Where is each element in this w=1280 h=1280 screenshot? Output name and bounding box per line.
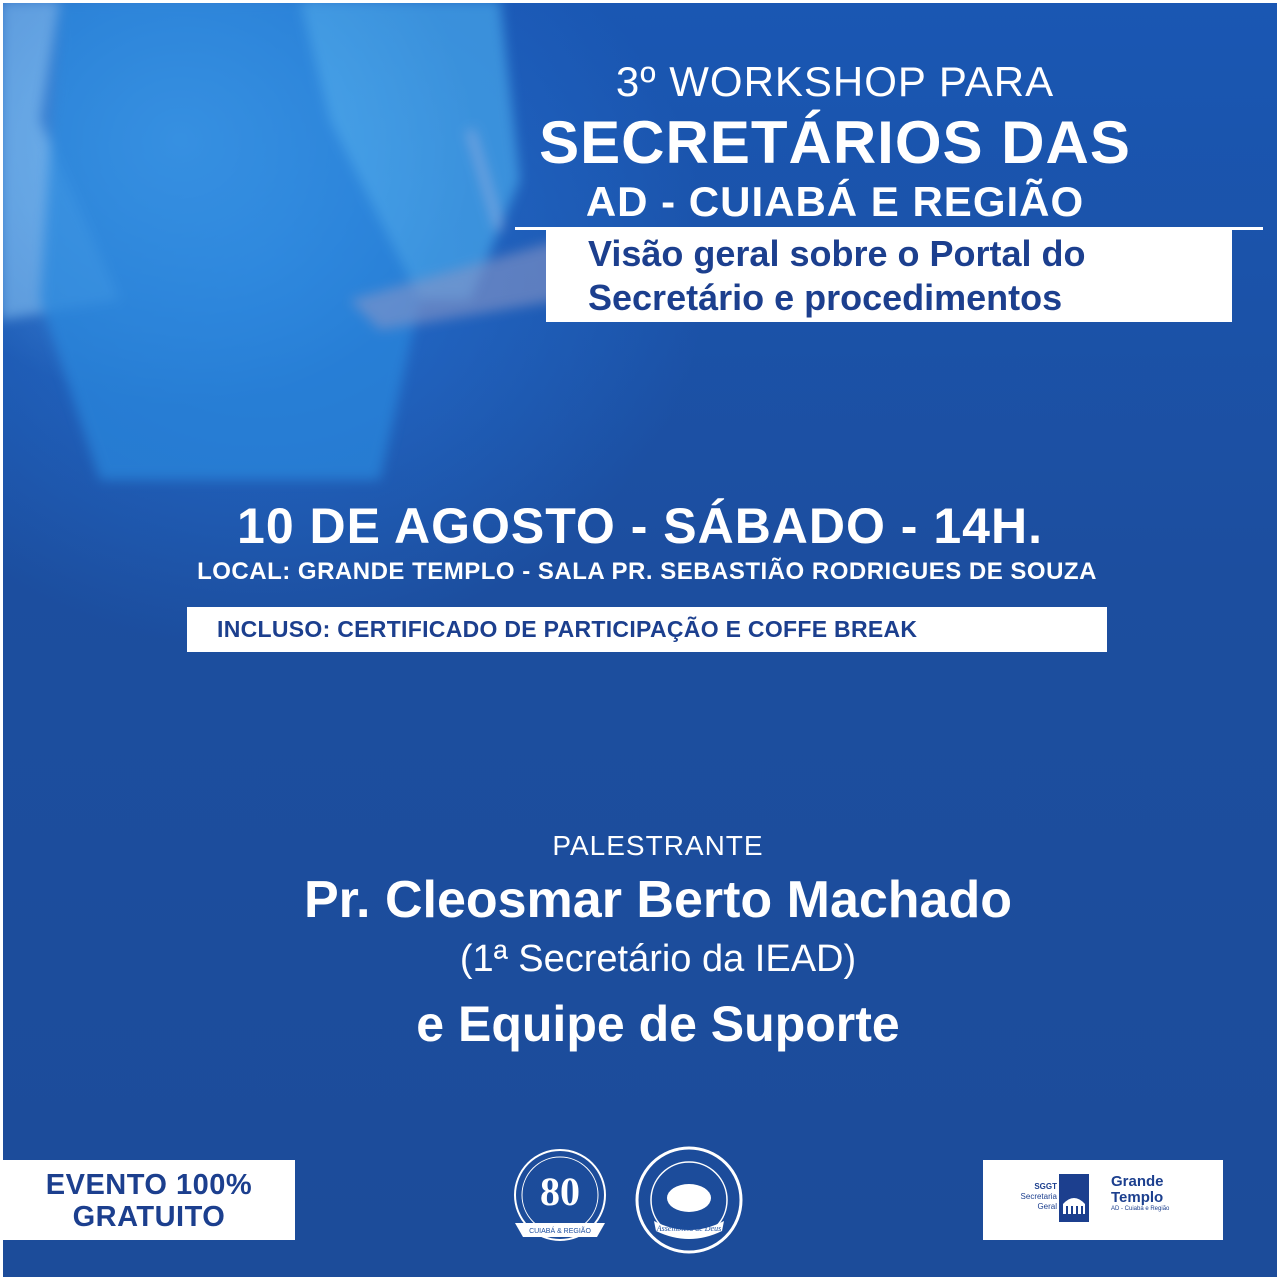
grande-templo-title1: Grande bbox=[1111, 1173, 1164, 1190]
grande-templo-subtitle: AD - Cuiabá e Região bbox=[1111, 1206, 1170, 1212]
grande-templo-title bbox=[1111, 1174, 1164, 1206]
grande-templo-icon bbox=[1059, 1174, 1089, 1222]
assembleia-de-deus-seal bbox=[632, 1143, 747, 1258]
speaker-role: (1ª Secretário da IEAD) bbox=[459, 938, 857, 980]
support-team: e Equipe de Suporte bbox=[416, 996, 900, 1052]
event-location: LOCAL: GRANDE TEMPLO - SALA PR. SEBASTIÃO RODRIGUES DE SOUZA bbox=[197, 558, 1097, 585]
vision-box bbox=[546, 230, 1232, 322]
sggt-text bbox=[1003, 1182, 1057, 1212]
free-badge-line1: EVENTO 100% bbox=[45, 1169, 253, 1201]
included-text: INCLUSO: CERTIFICADO DE PARTICIPAÇÃO E COFFE BREAK bbox=[217, 616, 918, 642]
included-box bbox=[187, 607, 1107, 652]
grande-templo-title2: Templo bbox=[1111, 1189, 1164, 1206]
vision-text bbox=[588, 232, 1222, 320]
sggt-abbr: SGGT bbox=[1034, 1182, 1057, 1191]
workshop-title-line2: SECRETÁRIOS DAS bbox=[539, 109, 1131, 176]
anniversary-text: CUIABÁ & REGIÃO bbox=[529, 1228, 591, 1235]
speaker-label: PALESTRANTE bbox=[552, 830, 764, 861]
free-event-badge bbox=[3, 1160, 295, 1240]
background-figure-image bbox=[0, 0, 560, 500]
anniversary-number: 80 bbox=[540, 1169, 580, 1214]
workshop-title-line1: 3º WORKSHOP PARA bbox=[615, 58, 1055, 105]
free-badge-line2: GRATUITO bbox=[72, 1201, 226, 1233]
workshop-title-line3: AD - CUIABÁ E REGIÃO bbox=[585, 178, 1085, 225]
sggt-line1: Secretaria bbox=[1020, 1192, 1057, 1201]
sggt-line2: Geral bbox=[1037, 1202, 1057, 1211]
speaker-name: Pr. Cleosmar Berto Machado bbox=[304, 871, 1012, 929]
anniversary-80-logo bbox=[505, 1143, 615, 1253]
vision-line2: Secretário e procedimentos bbox=[588, 277, 1063, 318]
sggt-grande-templo-logo bbox=[983, 1160, 1223, 1240]
event-date: 10 DE AGOSTO - SÁBADO - 14H. bbox=[237, 498, 1043, 554]
assembleia-text: Assembléia de Deus bbox=[656, 1224, 722, 1233]
vision-line1: Visão geral sobre o Portal do bbox=[588, 233, 1086, 274]
